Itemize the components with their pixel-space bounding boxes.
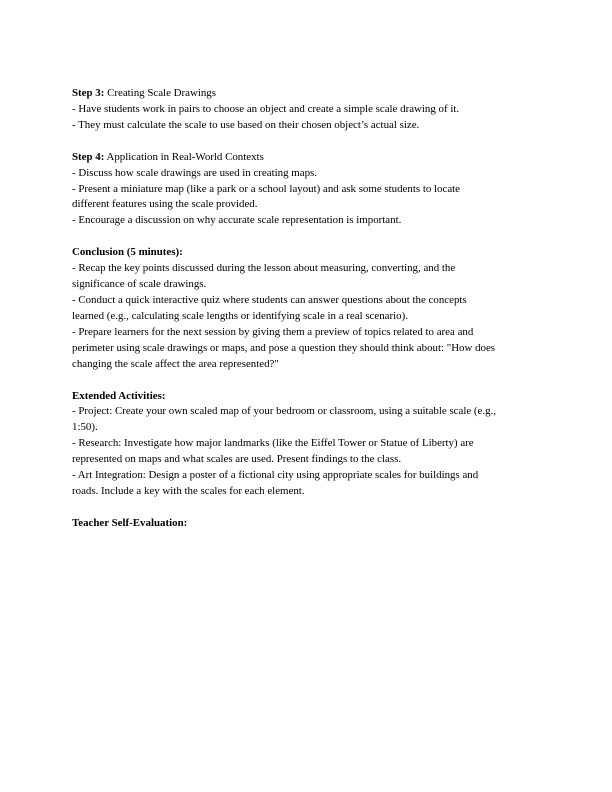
conclusion-line-4: learned (e.g., calculating scale lengths or identifying scale in a real scenario). [72, 309, 408, 322]
conclusion-line-7: changing the scale affect the area represented?" [72, 357, 279, 370]
conclusion-line-2: significance of scale drawings. [72, 278, 207, 291]
step-4-section [72, 150, 542, 230]
step-3-section [72, 86, 542, 134]
step-3-line-2: - They must calculate the scale to use based on their chosen object’s actual size. [72, 118, 420, 131]
conclusion-line-5: - Prepare learners for the next session by giving them a preview of topics related to area and [72, 325, 474, 338]
teacher-self-evaluation-section [72, 516, 542, 532]
teacher-self-evaluation-heading: Teacher Self-Evaluation: [72, 516, 188, 529]
step-3-heading-line [72, 86, 542, 102]
conclusion-line-1: - Recap the key points discussed during the lesson about measuring, converting, and the [72, 262, 456, 275]
conclusion-heading: Conclusion (5 minutes): [72, 246, 183, 259]
step-3-title: Creating Scale Drawings [104, 87, 216, 99]
conclusion-line-6: perimeter using scale drawings or maps, and pose a question they should think about: "How does [72, 341, 496, 354]
step-4-heading-line [72, 150, 542, 166]
step-4-line-1: - Discuss how scale drawings are used in creating maps. [72, 166, 317, 179]
step-3-line-1: - Have students work in pairs to choose an object and create a simple scale drawing of it. [72, 102, 460, 115]
extended-line-5: - Art Integration: Design a poster of a fictional city using appropriate scales for buildings and [72, 469, 479, 482]
step-3-label: Step 3: [72, 87, 105, 99]
step-4-line-4: - Encourage a discussion on why accurate scale representation is important. [72, 214, 402, 227]
step-4-line-3: different features using the scale provided. [72, 198, 258, 211]
extended-line-4: represented on maps and what scales are used. Present findings to the class. [72, 453, 402, 466]
extended-line-1: - Project: Create your own scaled map of your bedroom or classroom, using a suitable scale (e.g., [72, 405, 497, 418]
step-4-label: Step 4: [72, 150, 105, 163]
extended-activities-heading: Extended Activities: [72, 389, 166, 402]
extended-line-6: roads. Include a key with the scales for each element. [72, 484, 305, 497]
document-page [72, 86, 542, 548]
conclusion-line-3: - Conduct a quick interactive quiz where students can answer questions about the concepts [72, 293, 467, 306]
conclusion-section [72, 245, 542, 372]
extended-line-2: 1:50). [72, 421, 98, 434]
extended-line-3: - Research: Investigate how major landmarks (like the Eiffel Tower or Statue of Liberty) are [72, 437, 474, 450]
step-4-title: Application in Real-World Contexts [104, 150, 264, 163]
step-4-line-2: - Present a miniature map (like a park or a school layout) and ask some students to locate [72, 182, 461, 195]
extended-activities-section [72, 389, 542, 500]
